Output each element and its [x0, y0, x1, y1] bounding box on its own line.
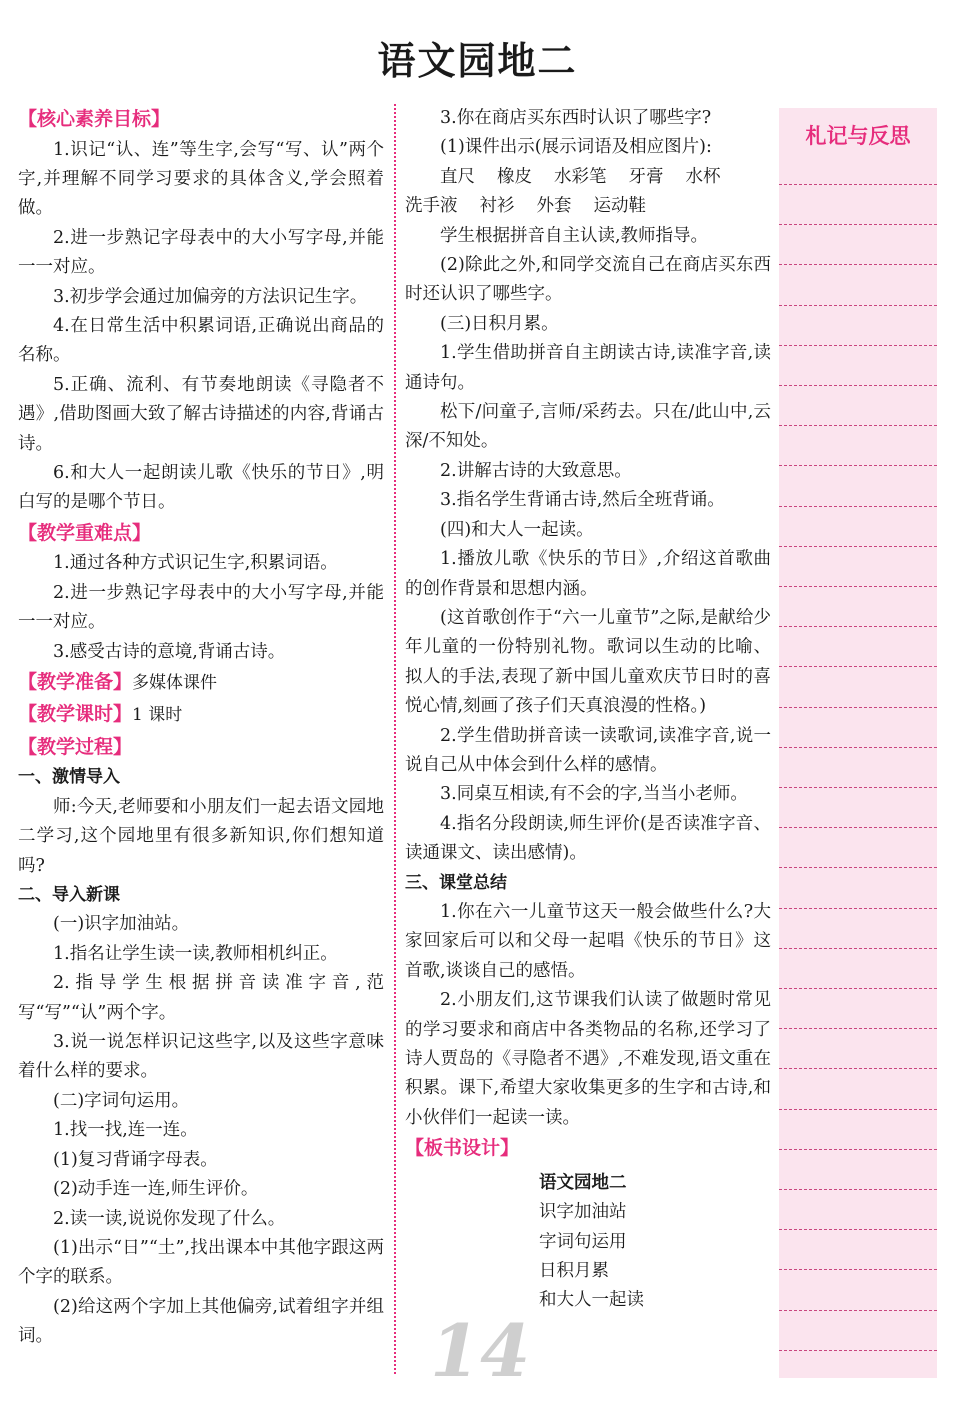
- notes-rule-line: [779, 1028, 937, 1029]
- time-heading: 【教学课时】: [18, 703, 133, 726]
- word: 橡皮: [497, 166, 532, 187]
- notes-rule-line: [779, 184, 937, 185]
- step-line: 1.指名让学生读一读,教师相机纠正。: [53, 943, 338, 964]
- board-item: 识字加油站: [539, 1202, 627, 1223]
- step-line: 2.读一读,说说你发现了什么。: [53, 1208, 286, 1229]
- word: 牙膏: [628, 166, 664, 187]
- notes-rule-line: [779, 626, 937, 627]
- goal-item: 5.正确、流利、有节奏地朗读《寻隐者不遇》,借助图画大致了解古诗描述的内容,背诵古诗。: [18, 374, 384, 454]
- word: 水彩笔: [554, 166, 607, 187]
- notes-rule-line: [779, 465, 937, 466]
- notes-rule-line: [779, 867, 937, 868]
- section-heading: 二、导入新课: [18, 885, 120, 906]
- text-line: 3.指名学生背诵古诗,然后全班背诵。: [440, 490, 725, 511]
- intro-text: 师:今天,老师要和小朋友们一起去语文园地二学习,这个园地里有很多新知识,你们想知道吗?: [18, 796, 384, 876]
- board-item: 和大人一起读: [539, 1290, 644, 1311]
- song-note: (这首歌创作于“六一儿童节”之际,是献给少年儿童的一份特别礼物。歌词以生动的比喻、拟人的手法,表现了新中国儿童欢庆节日时的喜悦心情,刻画了孩子们天真浪漫的性格。): [405, 607, 771, 717]
- page-title: 语文园地二: [377, 38, 578, 83]
- section-heading: 三、课堂总结: [405, 872, 507, 893]
- subsection-heading: (三)日积月累。: [440, 313, 559, 334]
- section-heading: 一、激情导入: [18, 767, 120, 788]
- text-line: 1.播放儿歌《快乐的节日》,介绍这首歌曲的创作背景和思想内涵。: [405, 549, 771, 599]
- notes-rule-line: [779, 787, 937, 788]
- time-row: [18, 699, 384, 732]
- step-line: (二)字词句运用。: [53, 1090, 190, 1111]
- notes-rule-line: [779, 1189, 937, 1190]
- key-point-item: 1.通过各种方式识记生字,积累词语。: [53, 553, 338, 574]
- step-line: (2)动手连一连,师生评价。: [53, 1179, 259, 1200]
- step-line: 3.说一说怎样识记这些字,以及这些字意味着什么样的要求。: [18, 1032, 384, 1082]
- text-line: 学生根据拼音自主认读,教师指导。: [440, 225, 709, 246]
- middle-column: [405, 104, 771, 1316]
- time-value: 1 课时: [132, 705, 183, 726]
- notes-rule-line: [779, 1229, 937, 1230]
- prep-heading: 【教学准备】: [18, 670, 133, 693]
- column-divider: [394, 104, 396, 1374]
- notes-rule-line: [779, 988, 937, 989]
- notes-rule-line: [779, 224, 937, 225]
- notes-rule-line: [779, 948, 937, 949]
- notes-rule-line: [779, 305, 937, 306]
- summary-text: 2.小朋友们,这节课我们认读了做题时常见的学习要求和商店中各类物品的名称,还学习了诗人贾岛的《寻隐者不遇》,不难发现,语文重在积累。课下,希望大家收集更多的生字和古诗,和小伙伴们一起读一读。: [405, 990, 771, 1128]
- notes-title: 札记与反思: [805, 124, 911, 148]
- prep-value: 多媒体课件: [132, 672, 218, 693]
- step-line: (2)给这两个字加上其他偏旁,试着组字并组词。: [18, 1296, 384, 1347]
- notes-rule-line: [779, 707, 937, 708]
- word: 直尺: [440, 166, 475, 187]
- notes-rule-line: [779, 546, 937, 547]
- notes-rule-line: [779, 747, 937, 748]
- word: 外套: [536, 196, 572, 217]
- notes-rule-line: [779, 1269, 937, 1270]
- step-line: (1)出示“日”“土”,找出课本中其他字跟这两个字的联系。: [18, 1237, 384, 1288]
- notes-rule-line: [779, 1350, 937, 1351]
- subsection-heading: (四)和大人一起读。: [440, 519, 594, 540]
- word-row: [405, 192, 771, 221]
- question-line: 3.你在商店买东西时认识了哪些字?: [440, 108, 712, 128]
- notes-rule-line: [779, 908, 937, 909]
- text-line: 1.学生借助拼音自主朗读古诗,读准字音,读通诗句。: [405, 343, 771, 393]
- board-heading: 【板书设计】: [405, 1137, 520, 1160]
- notes-rule-line: [779, 345, 937, 346]
- goal-item: 4.在日常生活中积累词语,正确说出商品的名称。: [18, 315, 384, 366]
- word: 洗手液: [405, 196, 458, 217]
- prep-row: [18, 667, 384, 700]
- goal-item: 1.识记“认、连”等生字,会写“写、认”两个字,并理解不同学习要求的具体含义,学会照着做。: [18, 139, 384, 219]
- step-line: 1.找一找,连一连。: [53, 1120, 198, 1141]
- board-item: 字词句运用: [539, 1231, 627, 1252]
- notes-rule-line: [779, 1310, 937, 1311]
- step-line: 2.指导学生根据拼音读准字音,范写“写”“认”两个字。: [18, 973, 384, 1023]
- word: 水杯: [685, 166, 721, 187]
- notes-rule-line: [779, 506, 937, 507]
- notes-rule-line: [779, 666, 937, 667]
- step-line: (一)识字加油站。: [53, 914, 190, 935]
- notes-rule-line: [779, 1109, 937, 1110]
- notes-rule-line: [779, 586, 937, 587]
- text-line: (2)除此之外,和同学交流自己在商店买东西时还认识了哪些字。: [405, 255, 771, 305]
- notes-rule-line: [779, 1149, 937, 1150]
- word: 运动鞋: [593, 196, 646, 217]
- word-row: [405, 163, 771, 192]
- notes-rule-line: [779, 827, 937, 828]
- text-line: 2.讲解古诗的大致意思。: [440, 460, 632, 481]
- text-line: 2.学生借助拼音读一读歌词,读准字音,说一说自己从中体会到什么样的感情。: [405, 725, 771, 775]
- word: 衬衫: [479, 196, 515, 217]
- notes-rule-line: [779, 264, 937, 265]
- question-line: (1)课件出示(展示词语及相应图片):: [440, 137, 712, 158]
- key-points-heading: 【教学重难点】: [18, 521, 152, 544]
- left-column: [18, 104, 384, 1352]
- goal-item: 6.和大人一起朗读儿歌《快乐的节日》,明白写的是哪个节日。: [18, 462, 384, 513]
- poem-text: 松下/问童子,言师/采药去。只在/此山中,云深/不知处。: [405, 402, 771, 452]
- page-number: 14: [430, 1308, 531, 1393]
- text-line: 3.同桌互相读,有不会的字,当当小老师。: [440, 784, 748, 805]
- board-title: 语文园地二: [539, 1172, 627, 1193]
- notes-rule-line: [779, 425, 937, 426]
- step-line: (1)复习背诵字母表。: [53, 1149, 218, 1170]
- process-heading: 【教学过程】: [18, 735, 133, 758]
- goals-heading: 【核心素养目标】: [18, 108, 171, 130]
- notes-panel: [779, 108, 937, 1378]
- notes-rule-line: [779, 1068, 937, 1069]
- key-point-item: 3.感受古诗的意境,背诵古诗。: [53, 641, 286, 662]
- board-design: [405, 1169, 771, 1316]
- summary-text: 1.你在六一儿童节这天一般会做些什么?大家回家后可以和父母一起唱《快乐的节日》这首歌,谈谈自己的感悟。: [405, 901, 771, 981]
- goal-item: 3.初步学会通过加偏旁的方法识记生字。: [53, 286, 368, 307]
- text-line: 4.指名分段朗读,师生评价(是否读准字音、读通课文、读出感情)。: [405, 813, 771, 864]
- goal-item: 2.进一步熟记字母表中的大小写字母,并能一一对应。: [18, 227, 384, 278]
- key-point-item: 2.进一步熟记字母表中的大小写字母,并能一一对应。: [18, 582, 384, 633]
- notes-rule-line: [779, 385, 937, 386]
- board-item: 日积月累: [539, 1260, 609, 1281]
